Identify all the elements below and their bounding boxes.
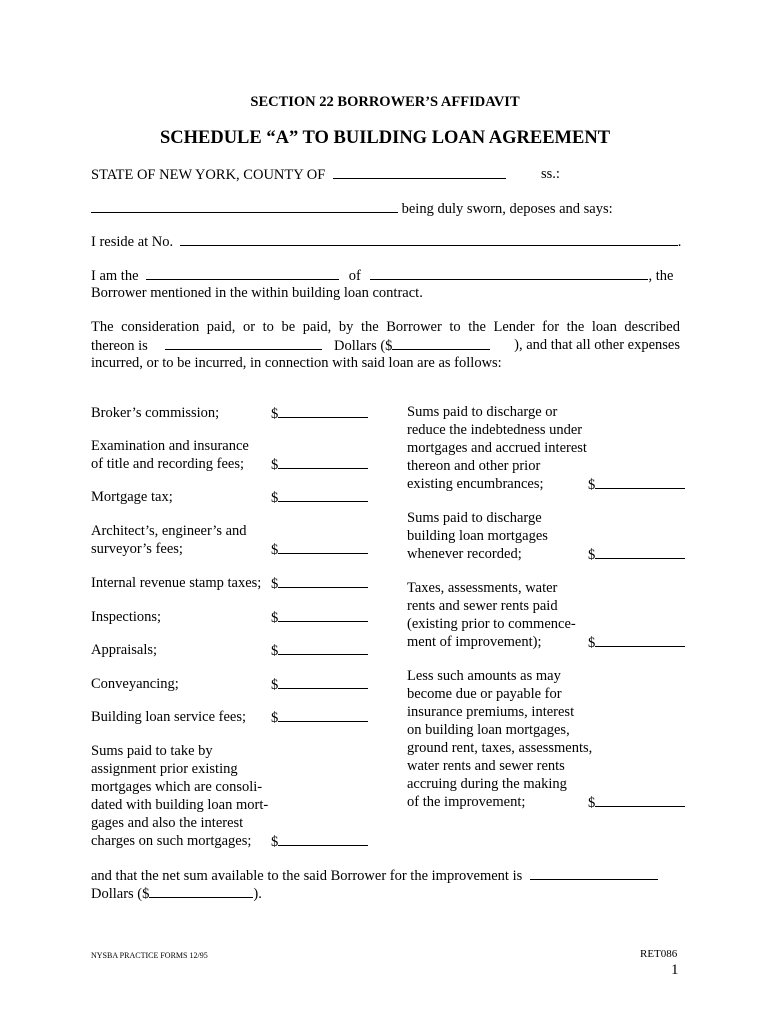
item-label: insurance premiums, interest	[407, 704, 575, 720]
item-label: Building loan service fees;	[91, 709, 247, 725]
left-amount	[271, 488, 368, 507]
left-amount	[271, 540, 368, 559]
consideration-amount-words-field[interactable]	[165, 336, 322, 350]
less-amounts-field[interactable]	[595, 793, 685, 807]
consideration-amount-field[interactable]	[392, 336, 490, 350]
item-label: of title and recording fees;	[91, 456, 244, 472]
left-amount	[271, 404, 368, 423]
left-item	[91, 641, 157, 659]
company-field[interactable]	[370, 266, 648, 280]
item-label: dated with building loan mort-	[91, 797, 269, 813]
encumbrances-field[interactable]	[595, 475, 685, 489]
the-label: , the	[648, 268, 674, 284]
net-sum-label: and that the net sum available to the said Borrower for the improvement is	[91, 868, 523, 884]
item-label: on building loan mortgages,	[407, 722, 570, 738]
item-label: gages and also the interest	[91, 815, 244, 831]
left-amount	[271, 675, 368, 694]
item-label: Less such amounts as may	[407, 668, 561, 684]
left-item	[91, 708, 246, 726]
item-label: Inspections;	[91, 609, 162, 625]
right-item	[407, 403, 587, 493]
right-item	[407, 509, 548, 563]
item-label: become due or payable for	[407, 686, 562, 702]
right-item	[407, 579, 576, 651]
net-sum-line	[91, 866, 658, 885]
assignment-sums-field[interactable]	[278, 832, 368, 846]
page-number: 1	[671, 962, 679, 978]
right-amount	[588, 475, 685, 494]
dollar-sign: $	[271, 834, 279, 850]
dollar-sign: $	[271, 677, 279, 693]
net-dollars-label: Dollars ($	[91, 886, 150, 902]
consideration-line-3: incurred, or to be incurred, in connection with said loan are as follows:	[91, 355, 502, 371]
left-item	[91, 437, 249, 473]
left-item	[91, 675, 179, 693]
deponent-name-field[interactable]	[91, 199, 398, 213]
item-label: Appraisals;	[91, 642, 158, 658]
state-county-label: STATE OF NEW YORK, COUNTY OF	[91, 167, 326, 183]
service-fees-field[interactable]	[278, 708, 368, 722]
left-amount	[271, 641, 368, 660]
county-field[interactable]	[333, 165, 506, 179]
reside-line: I reside at No. .	[91, 234, 682, 250]
title-fees-field[interactable]	[278, 455, 368, 469]
net-sum-amount-field[interactable]	[149, 884, 253, 898]
item-label: mortgages which are consoli-	[91, 779, 263, 795]
item-label: Internal revenue stamp taxes;	[91, 575, 262, 591]
footer-form-id: NYSBA PRACTICE FORMS 12/95	[91, 951, 208, 960]
schedule-title: SCHEDULE “A” TO BUILDING LOAN AGREEMENT	[159, 128, 611, 148]
dollar-sign: $	[588, 477, 596, 493]
sworn-label: being duly sworn, deposes and says:	[401, 201, 613, 217]
net-sum-words-field[interactable]	[530, 866, 658, 880]
mortgage-tax-field[interactable]	[278, 488, 368, 502]
building-loan-mortgages-field[interactable]	[595, 545, 685, 559]
right-item	[407, 667, 592, 811]
item-label: thereon and other prior	[407, 458, 541, 474]
item-label: water rents and sewer rents	[407, 758, 565, 774]
ss-label: ss.:	[541, 166, 560, 182]
iam-line	[91, 266, 673, 285]
item-label: whenever recorded;	[407, 546, 522, 562]
item-label: Sums paid to discharge or	[407, 404, 558, 420]
taxes-assessments-field[interactable]	[595, 633, 685, 647]
right-amount	[588, 545, 685, 564]
of-label: of	[348, 268, 361, 284]
item-label: Mortgage tax;	[91, 489, 173, 505]
left-amount	[271, 608, 368, 627]
sworn-line	[91, 199, 613, 218]
item-label: Sums paid to take by	[91, 743, 213, 759]
item-label: ment of improvement);	[407, 634, 542, 650]
left-item	[91, 404, 219, 422]
conveyancing-field[interactable]	[278, 675, 368, 689]
item-label: Conveyancing;	[91, 676, 179, 692]
appraisals-field[interactable]	[278, 641, 368, 655]
left-item	[91, 608, 161, 626]
item-label: Examination and insurance	[91, 438, 249, 454]
dollar-sign: $	[271, 490, 279, 506]
item-label: reduce the indebtedness under	[407, 422, 583, 438]
brokers-commission-field[interactable]	[278, 404, 368, 418]
item-label: assignment prior existing	[91, 761, 238, 777]
dollar-sign: $	[271, 576, 279, 592]
stamp-taxes-field[interactable]	[278, 574, 368, 588]
left-amount	[271, 455, 368, 474]
consideration-line-1: The consideration paid, or to be paid, by the Borrower to the Lender for the loan described	[91, 319, 680, 335]
left-item	[91, 488, 173, 506]
thereon-label: thereon is	[91, 338, 148, 354]
footer-code: RET086	[640, 948, 678, 960]
item-label: Taxes, assessments, water	[407, 580, 558, 596]
role-field[interactable]	[146, 266, 339, 280]
dollar-sign: $	[271, 610, 279, 626]
dollar-sign: $	[271, 457, 279, 473]
item-label: Broker’s commission;	[91, 405, 220, 421]
address-field[interactable]	[180, 232, 678, 246]
iam-label: I am the	[91, 268, 139, 284]
architect-fees-field[interactable]	[278, 540, 368, 554]
dollar-sign: $	[271, 710, 279, 726]
inspections-field[interactable]	[278, 608, 368, 622]
item-label: rents and sewer rents paid	[407, 598, 558, 614]
item-label: existing encumbrances;	[407, 476, 544, 492]
item-label: mortgages and accrued interest	[407, 440, 587, 456]
dollar-sign: $	[588, 547, 596, 563]
dollar-sign: $	[588, 635, 596, 651]
item-label: surveyor’s fees;	[91, 541, 183, 557]
consideration-line-2	[91, 336, 680, 355]
net-close-label: ).	[253, 886, 262, 902]
item-label: of the improvement;	[407, 794, 526, 810]
item-label: building loan mortgages	[407, 528, 548, 544]
item-label: ground rent, taxes, assessments,	[407, 740, 593, 756]
net-sum-dollars-line	[91, 884, 262, 903]
left-amount	[271, 832, 368, 851]
item-label: Architect’s, engineer’s and	[91, 523, 247, 539]
item-label: Sums paid to discharge	[407, 510, 542, 526]
dollars-label: Dollars ($	[334, 338, 393, 354]
right-amount	[588, 793, 685, 812]
dollar-sign: $	[271, 643, 279, 659]
borrower-line: Borrower mentioned in the within building loan contract.	[91, 285, 423, 301]
left-amount	[271, 574, 368, 593]
item-label: (existing prior to commence-	[407, 616, 576, 632]
dollar-sign: $	[271, 406, 279, 422]
right-amount	[588, 633, 685, 652]
item-label: charges on such mortgages;	[91, 833, 252, 849]
dollar-sign: $	[588, 795, 596, 811]
item-label: accruing during the making	[407, 776, 567, 792]
left-item	[91, 742, 268, 850]
left-item	[91, 574, 261, 592]
reside-label: I reside at No.	[91, 234, 174, 250]
dollar-sign: $	[271, 542, 279, 558]
left-item	[91, 522, 247, 558]
state-county-line	[91, 165, 506, 184]
other-expenses-label: ), and that all other expenses	[514, 337, 680, 353]
left-amount	[271, 708, 368, 727]
section-title: SECTION 22 BORROWER’S AFFIDAVIT	[250, 94, 520, 110]
